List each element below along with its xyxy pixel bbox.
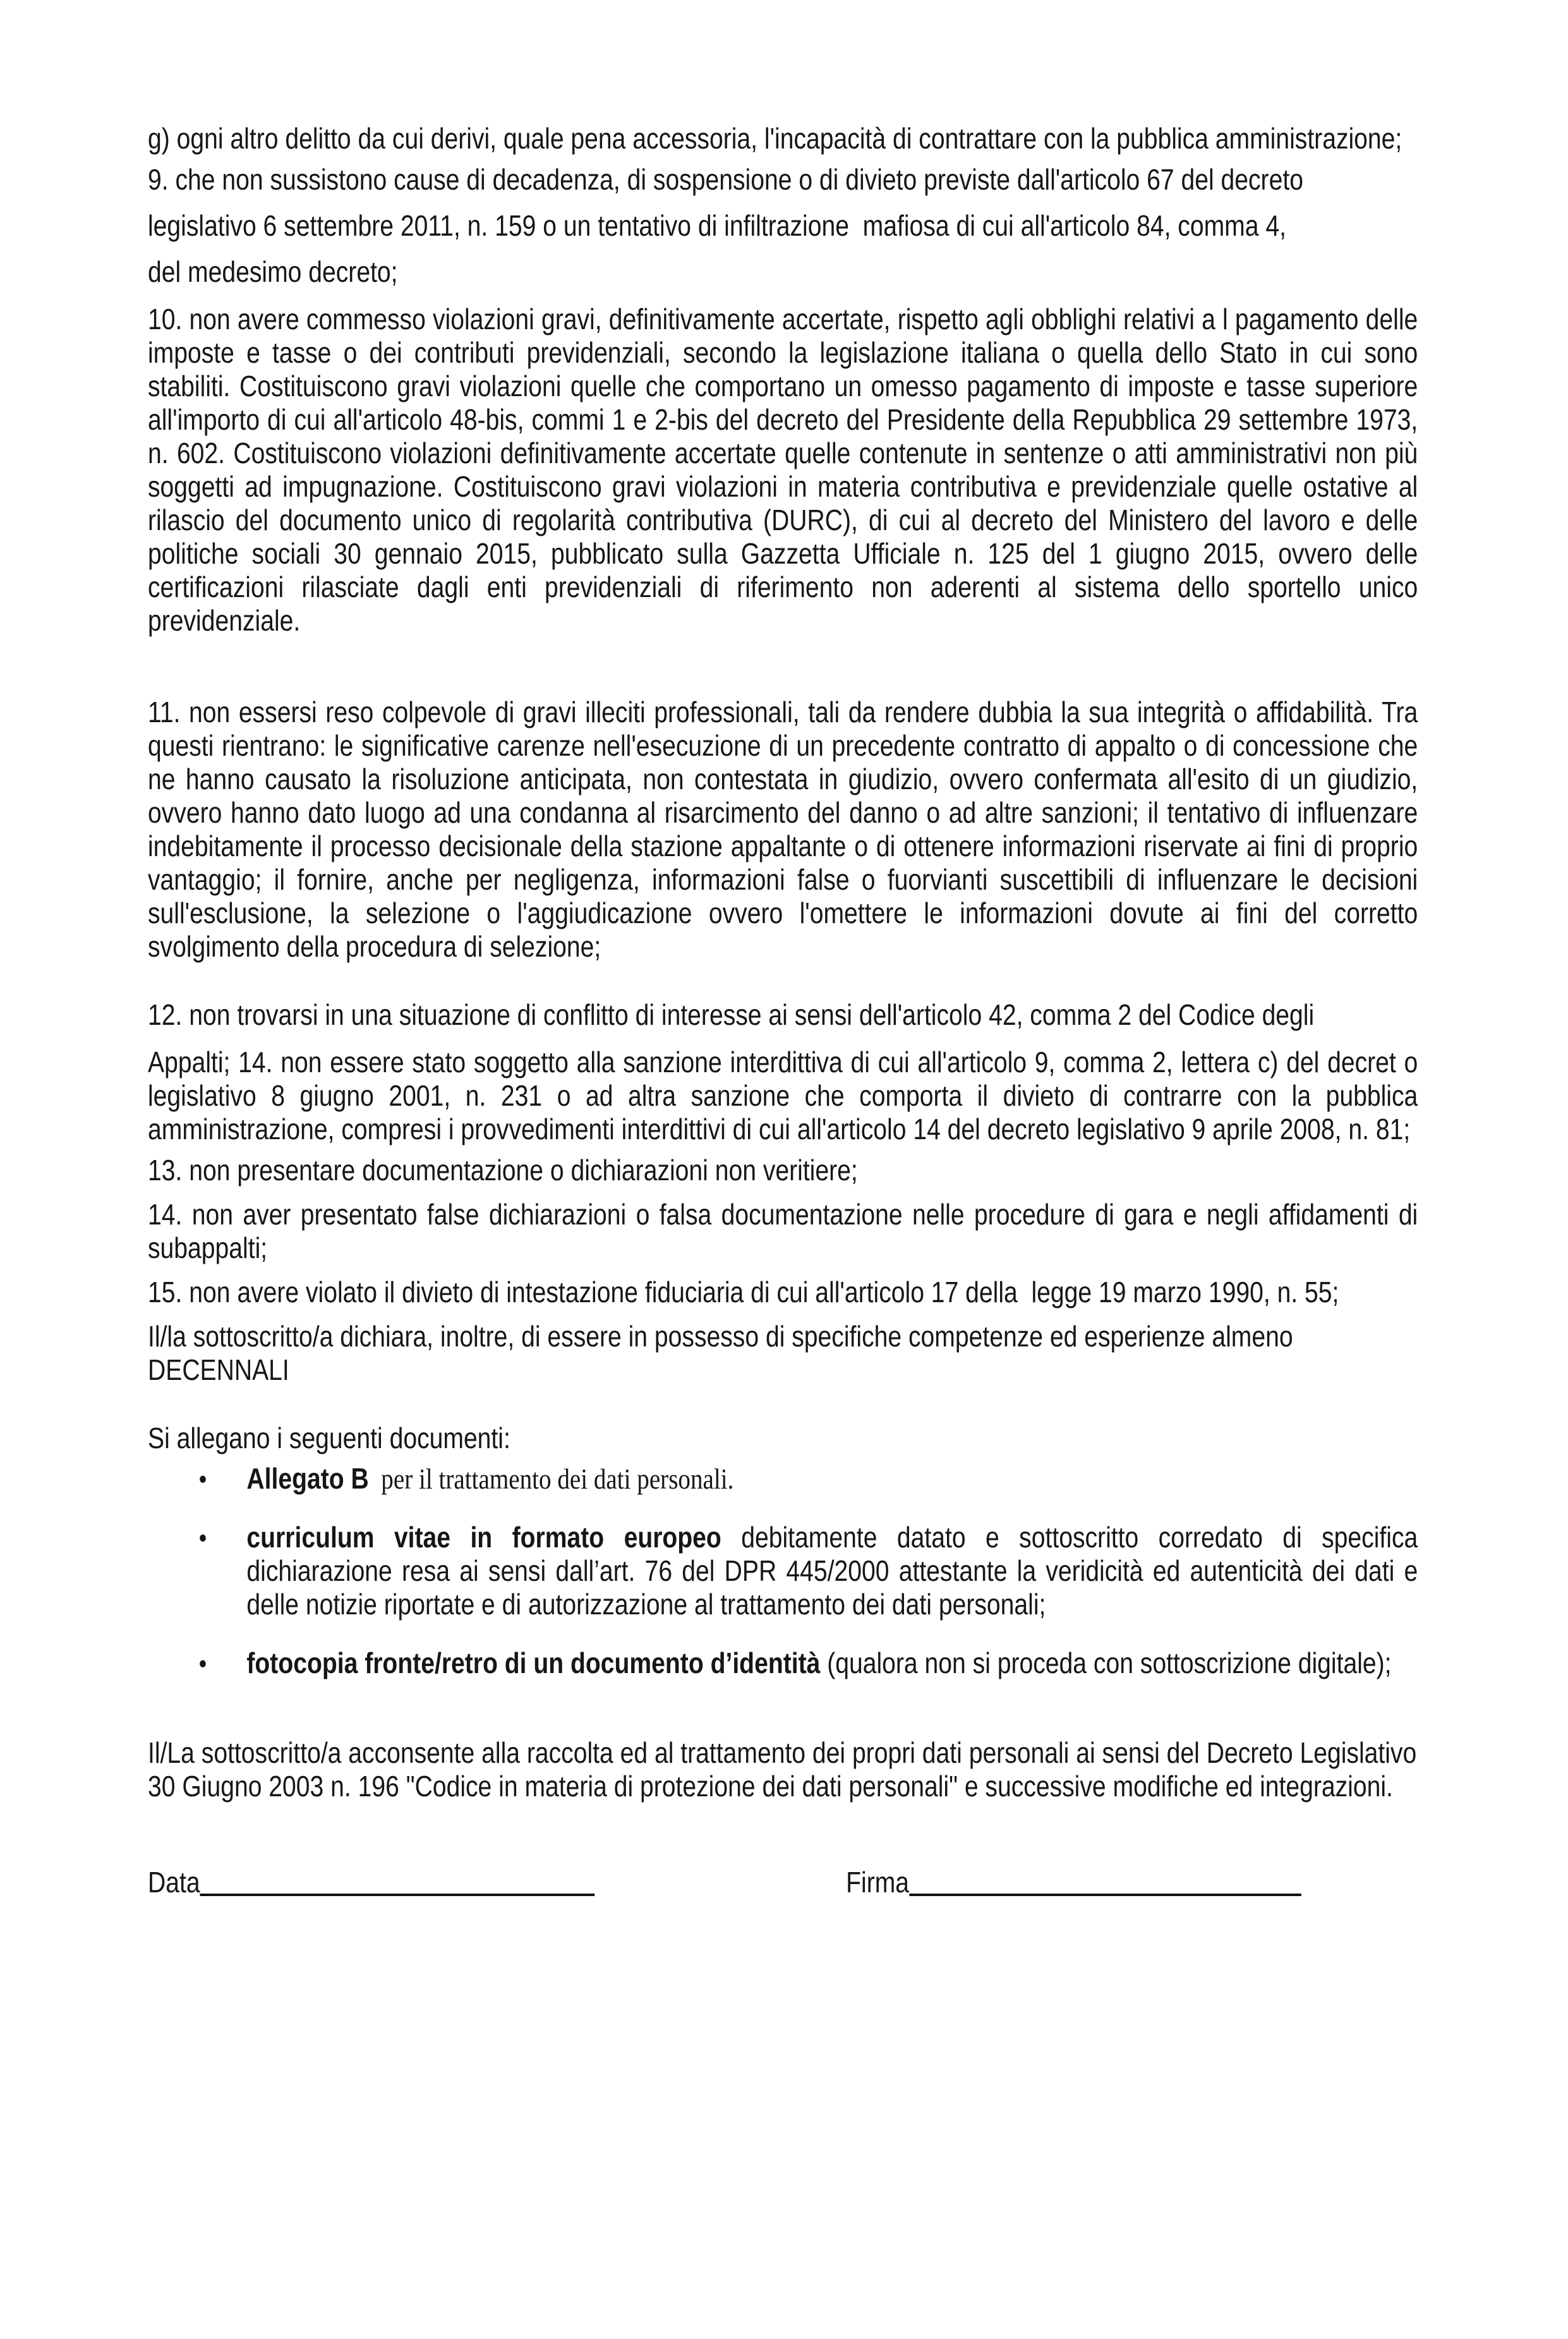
text-run: curriculum vitae in formato europeo <box>246 1521 721 1554</box>
date-label: Data <box>148 1866 200 1899</box>
document-body <box>148 122 1418 1899</box>
text-run: Il/la sottoscritto/a dichiara, inoltre, di essere in possesso di specifiche competenze ed esperienze almeno DECENNALI <box>148 1320 1293 1386</box>
text-run: legislativo 6 settembre 2011, n. 159 o un tentativo di infiltrazione mafiosa di cui all'articolo 84, comma 4, <box>148 209 1286 242</box>
bullet-icon: • <box>198 1523 207 1552</box>
text-run: Si allegano i seguenti documenti: <box>148 1422 510 1454</box>
para-11 <box>148 696 1418 964</box>
para-dichiara <box>148 1320 1418 1387</box>
para-g <box>148 122 1418 155</box>
signature-row <box>148 1866 1418 1899</box>
text-run: 15. non avere violato il divieto di intestazione fiduciaria di cui all'articolo 17 della legge 19 marzo 1990, n. 55; <box>148 1276 1339 1309</box>
para-consent <box>148 1736 1418 1803</box>
text-run: Appalti; 14. non essere stato soggetto alla sanzione interdittiva di cui all'articolo 9, comma 2, lettera c) del decret o legislativo 8 giugno 2001, n. 231 o ad altra sanzione che comporta il divieto di contrarre con la pubblica amministrazione, compresi i provvedimenti interdittivi di cui all'articolo 14 del decreto legislativo 9 aprile 2008, n. 81; <box>148 1046 1418 1145</box>
bullet-icon: • <box>198 1648 207 1678</box>
attachment-cv <box>198 1521 1418 1621</box>
text-run: per il trattamento dei dati personali. <box>368 1463 734 1495</box>
firma-label: Firma <box>846 1866 910 1899</box>
text-run: 11. non essersi reso colpevole di gravi illeciti professionali, tali da rendere dubbia la sua integrità o affidabilità. Tra questi rientrano: le significative carenze nell'esecuzione di un precedente contratto di appalto o di concessione che ne hanno causato la risoluzione anticipata, non contestata in giudizio, ovvero confermata all'esito di un giudizio, ovvero hanno dato luogo ad una condanna al risarcimento del danno o ad altre sanzioni; il tentativo di influenzare indebitamente il processo decisionale della stazione appaltante o di ottenere informazioni riservate ai fini di proprio vantaggio; il fornire, anche per negligenza, informazioni false o fuorvianti suscettibili di influenzare le decisioni sull'esclusione, la selezione o l'aggiudicazione ovvero l'omettere le informazioni dovute ai fini del corretto svolgimento della procedura di selezione; <box>148 696 1418 963</box>
text-run: 9. che non sussistono cause di decadenza, di sospensione o di divieto previste dall'articolo 67 del decreto <box>148 163 1303 196</box>
para-10 <box>148 303 1418 638</box>
text-run: 13. non presentare documentazione o dichiarazioni non veritiere; <box>148 1154 858 1187</box>
attachment-fotocopia <box>198 1647 1418 1680</box>
para-9b <box>148 209 1418 243</box>
para-13 <box>148 1154 1418 1187</box>
para-14 <box>148 1198 1418 1265</box>
text-run: del medesimo decreto; <box>148 255 398 288</box>
text-run: fotocopia fronte/retro di un documento d’identità <box>246 1647 821 1679</box>
date-line <box>200 1894 595 1896</box>
text-run: Allegato B <box>246 1462 369 1495</box>
para-9a <box>148 163 1418 196</box>
para-15 <box>148 1276 1418 1309</box>
text-run: g) ogni altro delitto da cui derivi, quale pena accessoria, l'incapacità di contrattare con la pubblica amministrazione; <box>148 122 1402 155</box>
attachment-allegato-b <box>198 1462 1418 1496</box>
para-allegano <box>148 1422 1418 1455</box>
text-run: 14. non aver presentato false dichiarazioni o falsa documentazione nelle procedure di gara e negli affidamenti di subappalti; <box>148 1198 1418 1264</box>
para-9c <box>148 255 1418 289</box>
text-run: 12. non trovarsi in una situazione di conflitto di interesse ai sensi dell'articolo 42, comma 2 del Codice degli <box>148 998 1315 1031</box>
text-run: (qualora non si proceda con sottoscrizione digitale); <box>820 1647 1392 1679</box>
text-run: 10. non avere commesso violazioni gravi, definitivamente accertate, rispetto agli obblighi relativi a l pagamento delle imposte e tasse o dei contributi previdenziali, secondo la legislazione italiana o quella dello Stato in cui sono stabiliti. Costituiscono gravi violazioni quelle che comportano un omesso pagamento di imposte e tasse superiore all'importo di cui all'articolo 48-bis, commi 1 e 2-bis del decreto del Presidente della Repubblica 29 settembre 1973, n. 602. Costituiscono violazioni definitivamente accertate quelle contenute in sentenze o atti amministrativi non più soggetti ad impugnazione. Costituiscono gravi violazioni in materia contributiva e previdenziale quelle ostative al rilascio del documento unico di regolarità contributiva (DURC), di cui al decreto del Ministero del lavoro e delle politiche sociali 30 gennaio 2015, pubblicato sulla Gazzetta Ufficiale n. 125 del 1 giugno 2015, ovvero delle certificazioni rilasciate dagli enti previdenziali di riferimento non aderenti al sistema dello sportello unico previdenziale. <box>148 303 1418 637</box>
text-run: debitamente datato e sottoscritto corredato di specifica dichiarazione resa ai sensi dall’art. 76 del DPR 445/2000 attestante la veridicità ed autenticità dei dati e delle notizie riportate e di autorizzazione al trattamento dei dati personali; <box>246 1521 1418 1621</box>
para-appalti-14 <box>148 1046 1418 1146</box>
firma-line <box>909 1894 1301 1896</box>
bullet-icon: • <box>198 1464 207 1494</box>
attachments-list <box>148 1462 1418 1680</box>
para-12 <box>148 998 1418 1032</box>
text-run: Il/La sottoscritto/a acconsente alla raccolta ed al trattamento dei propri dati personali ai sensi del Decreto Legislativo 30 Giugno 2003 n. 196 "Codice in materia di protezione dei dati personali" e successive modifiche ed integrazioni. <box>148 1736 1417 1803</box>
